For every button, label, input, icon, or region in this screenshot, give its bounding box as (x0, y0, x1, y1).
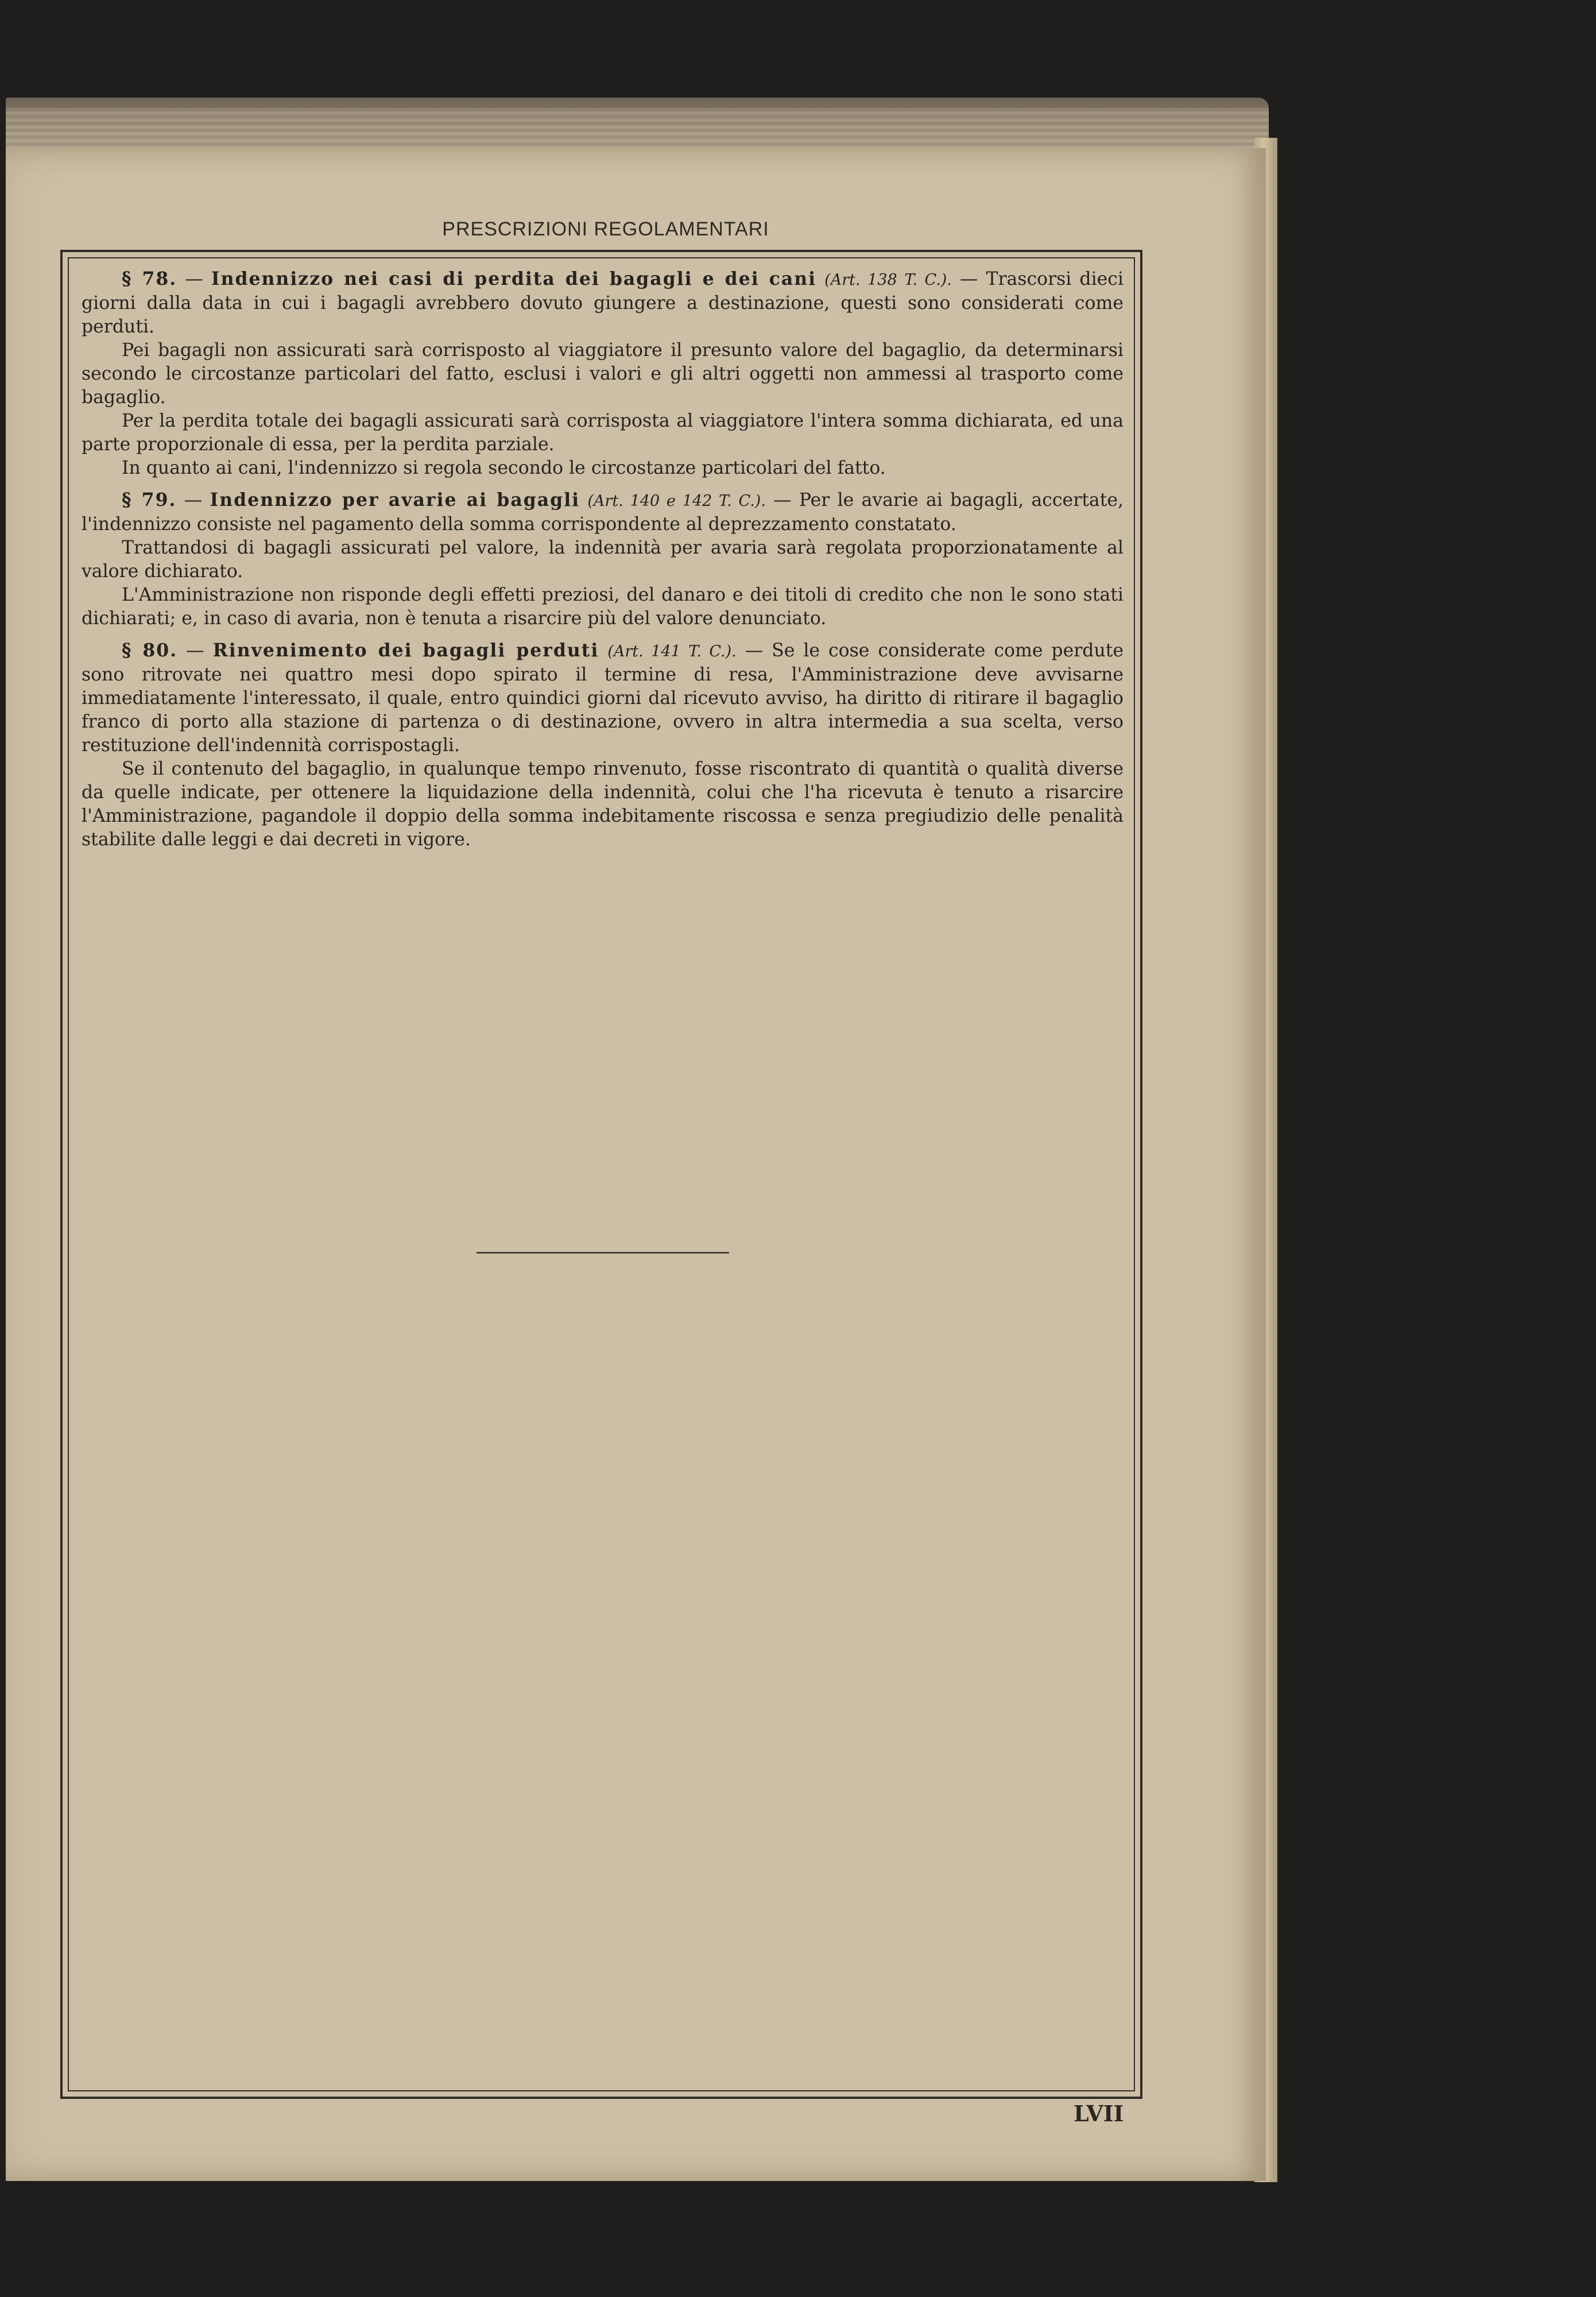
section-lead: Trascorsi dieci giorni dalla data in cui i bagagli avrebbero dovuto giungere a destinazione, questi sono considerati come perduti. (82, 269, 1124, 337)
paragraph: L'Amministrazione non risponde degli effetti preziosi, del danaro e dei titoli di credito che non le sono stati dichiarati; e, in caso di avaria, non è tenuta a risarcire più del valore denunciato. (82, 585, 1124, 629)
page-number: LVII (1074, 2101, 1124, 2126)
section-79-heading-paragraph: § 79. — Indennizzo per avarie ai bagagli (Art. 140 e 142 T. C.). — Per le avarie ai bagagli, accertate, l'indennizzo consiste nel pagamento della somma corrispondente al deprezzamento constatato. (82, 489, 1124, 535)
section-title: Indennizzo nei casi di perdita dei bagagli e dei cani (211, 268, 817, 289)
paragraph: Se il contenuto del bagaglio, in qualunque tempo rinvenuto, fosse riscontrato di quantità o qualità diverse da quelle indicate, per ottenere la liquidazione della indennità, colui che l'ha ricevuta è tenuto a risarcire l'Amministrazione, pagandole il doppio della somma indebitamente riscossa e senza pregiudizio delle penalità stabilite dalle leggi e dai decreti in vigore. (82, 759, 1124, 850)
section-lead: Se le cose considerate come perdute sono ritrovate nei quattro mesi dopo spirato il termine di resa, l'Amministrazione deve avvisarne immediatamente l'interessato, il quale, entro quindici giorni dal ricevuto avviso, ha diritto di ritirare il bagaglio franco di porto alla stazione di partenza o di destinazione, ovvero in altra intermedia a sua scelta, verso restituzione dell'indennità corrispostagli. (82, 640, 1124, 756)
section-number: § 80. (122, 640, 178, 661)
body-text (82, 267, 1124, 852)
section-title: Rinvenimento dei bagagli perduti (212, 640, 599, 661)
paragraph: Pei bagagli non assicurati sarà corrisposto al viaggiatore il presunto valore del bagaglio, da determinarsi secondo le circostanze particolari del fatto, esclusi i valori e gli altri oggetti non ammessi al trasporto come bagaglio. (82, 340, 1124, 408)
section-title: Indennizzo per avarie ai bagagli (210, 489, 580, 511)
section-80-heading-paragraph: § 80. — Rinvenimento dei bagagli perduti (Art. 141 T. C.). — Se le cose considerate come perdute sono ritrovate nei quattro mesi dopo spirato il termine di resa, l'Amministrazione deve avvisarne immediatamente l'interessato, il quale, entro quindici giorni dal ricevuto avviso, ha diritto di ritirare il bagaglio franco di porto alla stazione di partenza o di destinazione, ovvero in altra intermedia a sua scelta, verso restituzione dell'indennità corrispostagli. (82, 640, 1124, 756)
section-ref: (Art. 138 T. C.). (824, 271, 952, 289)
section-ref: (Art. 140 e 142 T. C.). (587, 492, 766, 510)
running-head: PRESCRIZIONI REGOLAMENTARI (442, 218, 769, 240)
section-lead: Per le avarie ai bagagli, accertate, l'indennizzo consiste nel pagamento della somma corrispondente al deprezzamento constatato. (82, 490, 1124, 535)
section-78-heading-paragraph: § 78. — Indennizzo nei casi di perdita dei bagagli e dei cani (Art. 138 T. C.). — Trascorsi dieci giorni dalla data in cui i bagagli avrebbero dovuto giungere a destinazione, questi sono considerati come perduti. (82, 268, 1124, 337)
paragraph: Trattandosi di bagagli assicurati pel valore, la indennità per avaria sarà regolata proporzionatamente al valore dichiarato. (82, 537, 1124, 582)
section-end-rule (477, 1252, 729, 1254)
section-number: § 78. (122, 268, 177, 289)
section-ref: (Art. 141 T. C.). (607, 643, 737, 660)
paragraph: In quanto ai cani, l'indennizzo si regola secondo le circostanze particolari del fatto. (122, 458, 886, 478)
paragraph: Per la perdita totale dei bagagli assicurati sarà corrisposta al viaggiatore l'intera somma dichiarata, ed una parte proporzionale di essa, per la perdita parziale. (82, 411, 1124, 455)
section-number: § 79. (122, 489, 177, 511)
